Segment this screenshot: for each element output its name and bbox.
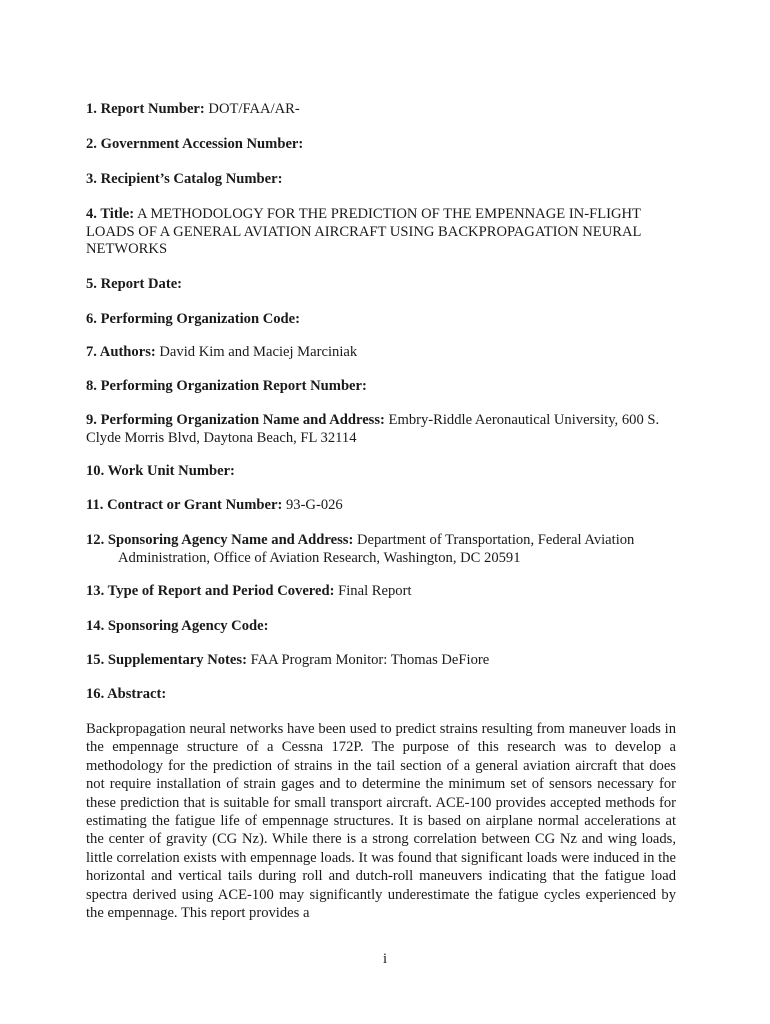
field-value: Embry-Riddle Aeronautical University, 600 S. Clyde Morris Blvd, Daytona Beach, FL 32114 bbox=[86, 412, 660, 446]
field-label: 4. Title: bbox=[86, 206, 135, 222]
field-type-of-report bbox=[86, 583, 676, 601]
field-label: 3. Recipient’s Catalog Number: bbox=[86, 171, 283, 187]
field-abstract-heading bbox=[86, 686, 676, 704]
field-recipients-catalog-number bbox=[86, 171, 676, 189]
field-performing-organization-name-address bbox=[86, 412, 676, 447]
field-contract-grant-number bbox=[86, 497, 676, 515]
field-label: 11. Contract or Grant Number: bbox=[86, 497, 283, 513]
abstract-text: Backpropagation neural networks have been used to predict strains resulting from maneuver loads in the empennage structure of a Cessna 172P. The purpose of this research was to develop a methodology for the prediction of strains in the tail section of a general aviation aircraft that does not require installation of strain gages and to determine the minimum set of sensors necessary for these prediction that is suitable for small transport aircraft. ACE-100 provides accepted methods for estimating the fatigue life of empennage structures. It is based on airplane normal accelerations at the center of gravity (CG Nz). While there is a strong correlation between CG Nz and wing loads, little correlation exists with empennage loads. It was found that significant loads were induced in the horizontal and vertical tails during roll and dutch-roll maneuvers indicating that the fatigue load spectra derived using ACE-100 may significantly underestimate the fatigue cycles experienced by the empennage. This report provides a bbox=[86, 721, 676, 922]
field-value: Department of Transportation, Federal Aviation Administration, Office of Aviation Research, Washington, DC 20591 bbox=[118, 532, 635, 566]
field-label: 15. Supplementary Notes: bbox=[86, 652, 247, 668]
field-label: 5. Report Date: bbox=[86, 276, 183, 292]
field-report-number bbox=[86, 101, 676, 119]
field-title bbox=[86, 206, 676, 259]
field-government-accession-number bbox=[86, 136, 676, 154]
field-work-unit-number bbox=[86, 463, 676, 481]
field-performing-organization-report-number bbox=[86, 378, 676, 396]
field-label: 13. Type of Report and Period Covered: bbox=[86, 583, 335, 599]
field-report-date bbox=[86, 276, 676, 294]
field-label: 12. Sponsoring Agency Name and Address: bbox=[86, 532, 354, 548]
field-label: 16. Abstract: bbox=[86, 686, 167, 702]
field-label: 10. Work Unit Number: bbox=[86, 463, 235, 479]
field-supplementary-notes bbox=[86, 652, 676, 670]
field-value: 93-G-026 bbox=[285, 497, 343, 513]
field-label: 7. Authors: bbox=[86, 344, 156, 360]
field-sponsoring-agency-code bbox=[86, 618, 676, 636]
field-value: FAA Program Monitor: Thomas DeFiore bbox=[250, 652, 490, 668]
field-value: Final Report bbox=[338, 583, 412, 599]
field-label: 14. Sponsoring Agency Code: bbox=[86, 618, 269, 634]
field-performing-organization-code bbox=[86, 311, 676, 329]
field-sponsoring-agency-name-address bbox=[86, 532, 708, 567]
field-label: 9. Performing Organization Name and Address: bbox=[86, 412, 385, 428]
field-authors bbox=[86, 344, 676, 362]
field-label: 8. Performing Organization Report Number: bbox=[86, 378, 367, 394]
field-value: David Kim and Maciej Marciniak bbox=[159, 344, 358, 360]
field-label: 1. Report Number: bbox=[86, 101, 205, 117]
field-value: A METHODOLOGY FOR THE PREDICTION OF THE EMPENNAGE IN-FLIGHT LOADS OF A GENERAL AVIATION AIRCRAFT USING BACKPROPAGATION NEURAL NETWORKS bbox=[86, 206, 641, 258]
field-label: 2. Government Accession Number: bbox=[86, 136, 304, 152]
page-number: i bbox=[382, 951, 388, 967]
field-value: DOT/FAA/AR- bbox=[208, 101, 300, 117]
field-label: 6. Performing Organization Code: bbox=[86, 311, 301, 327]
